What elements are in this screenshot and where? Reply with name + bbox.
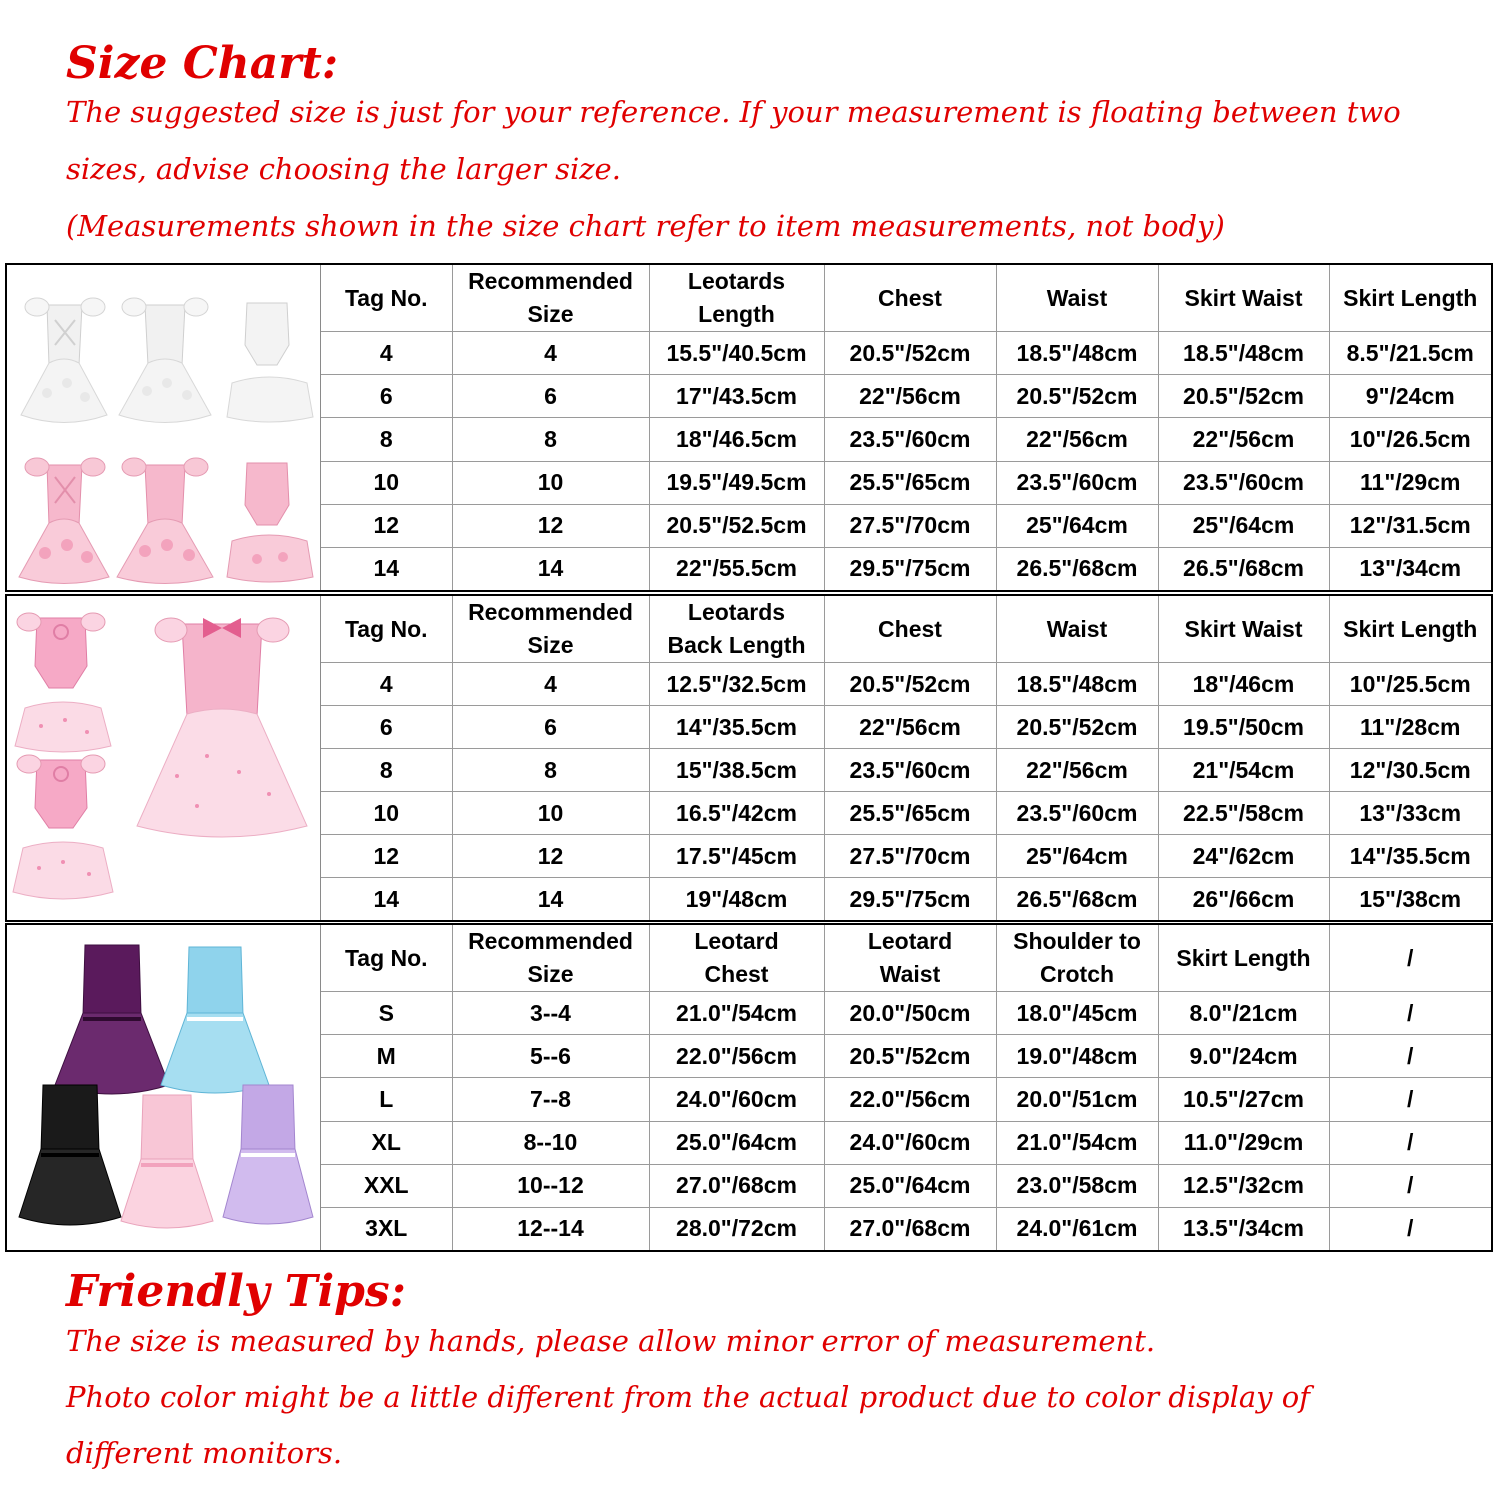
table-row: [321, 1121, 1491, 1164]
table-cell: 12: [321, 835, 452, 878]
table-cell: 18.5"/48cm: [996, 663, 1158, 706]
table-cell: 23.5"/60cm: [824, 749, 996, 792]
table-cell: 20.5"/52cm: [824, 663, 996, 706]
table-cell: 20.5"/52cm: [824, 1035, 996, 1078]
table-cell: M: [321, 1035, 452, 1078]
purple-leotard-dress: [55, 945, 169, 1094]
table-cell: 18"/46cm: [1158, 663, 1329, 706]
table-row: [321, 878, 1491, 920]
table-cell: 20.5"/52cm: [824, 332, 996, 375]
table-cell: 28.0"/72cm: [649, 1207, 824, 1250]
table-cell: 14: [321, 547, 452, 590]
table-cell: 19"/48cm: [649, 878, 824, 920]
table-cell: XXL: [321, 1164, 452, 1207]
table-cell: /: [1329, 1121, 1491, 1164]
table-cell: 12: [321, 504, 452, 547]
pink-leotard-set-top: [15, 613, 111, 752]
white-dress-front: [119, 298, 211, 423]
table-cell: 23.5"/60cm: [996, 461, 1158, 504]
chiffon-skirt-leotard-illustration: [7, 925, 320, 1250]
table-row: [321, 1035, 1491, 1078]
table-cell: 20.5"/52.5cm: [649, 504, 824, 547]
table-cell: 15.5"/40.5cm: [649, 332, 824, 375]
table-row: [321, 461, 1491, 504]
table-cell: 8: [452, 749, 649, 792]
table-cell: 17"/43.5cm: [649, 375, 824, 418]
table-cell: 8.0"/21cm: [1158, 992, 1329, 1035]
table-cell: 11"/28cm: [1329, 706, 1491, 749]
table-cell: 13"/33cm: [1329, 792, 1491, 835]
column-header: Leotard Chest: [649, 925, 824, 992]
table-row: [321, 749, 1491, 792]
column-header: Skirt Waist: [1158, 596, 1329, 663]
column-header: Chest: [824, 265, 996, 332]
size-section-1: [5, 263, 1493, 592]
table-cell: 19.0"/48cm: [996, 1035, 1158, 1078]
table-cell: 14"/35.5cm: [1329, 835, 1491, 878]
light-blue-leotard-dress: [161, 947, 269, 1093]
table-cell: 15"/38cm: [1329, 878, 1491, 920]
column-header: Skirt Length: [1329, 265, 1491, 332]
table-cell: 22"/56cm: [996, 418, 1158, 461]
table-cell: 19.5"/50cm: [1158, 706, 1329, 749]
black-leotard-dress: [19, 1085, 121, 1225]
table-cell: 6: [452, 375, 649, 418]
size-note-line-3: (Measurements shown in the size chart refer to item measurements, not body): [66, 209, 1225, 243]
table-cell: 8: [452, 418, 649, 461]
column-header: Waist: [996, 265, 1158, 332]
table-cell: 12.5"/32.5cm: [649, 663, 824, 706]
table-cell: 23.5"/60cm: [996, 792, 1158, 835]
table-cell: 24"/62cm: [1158, 835, 1329, 878]
table-cell: 16.5"/42cm: [649, 792, 824, 835]
table-cell: 24.0"/61cm: [996, 1207, 1158, 1250]
table-cell: 22"/56cm: [824, 375, 996, 418]
pink-leotard-and-skirt: [227, 463, 313, 582]
table-cell: 22"/56cm: [1158, 418, 1329, 461]
table-row: [321, 992, 1491, 1035]
product-photo-sequin-tutu: [7, 596, 321, 920]
table-cell: 23.0"/58cm: [996, 1164, 1158, 1207]
size-table-3: [321, 925, 1491, 1250]
table-cell: 22.0"/56cm: [824, 1078, 996, 1121]
table-cell: 20.5"/52cm: [1158, 375, 1329, 418]
pink-dress-back: [19, 458, 109, 584]
table-cell: 10: [452, 461, 649, 504]
table-cell: 10.5"/27cm: [1158, 1078, 1329, 1121]
table-cell: 17.5"/45cm: [649, 835, 824, 878]
table-cell: 24.0"/60cm: [824, 1121, 996, 1164]
table-row: [321, 1207, 1491, 1250]
table-row: [321, 1078, 1491, 1121]
table-cell: 18.0"/45cm: [996, 992, 1158, 1035]
table-cell: 10: [321, 461, 452, 504]
table-row: [321, 706, 1491, 749]
table-cell: 25"/64cm: [1158, 504, 1329, 547]
table-cell: 14: [321, 878, 452, 920]
table-cell: 23.5"/60cm: [1158, 461, 1329, 504]
table-cell: 12--14: [452, 1207, 649, 1250]
table-cell: S: [321, 992, 452, 1035]
table-cell: 20.0"/51cm: [996, 1078, 1158, 1121]
table-row: [321, 547, 1491, 590]
table-header-row: [321, 265, 1491, 332]
table-cell: 10: [452, 792, 649, 835]
table-cell: 23.5"/60cm: [824, 418, 996, 461]
table-cell: 29.5"/75cm: [824, 547, 996, 590]
table-cell: L: [321, 1078, 452, 1121]
white-leotard-and-skirt: [227, 303, 313, 422]
table-cell: 6: [321, 706, 452, 749]
table-cell: 11"/29cm: [1329, 461, 1491, 504]
table-cell: 10--12: [452, 1164, 649, 1207]
table-cell: 26.5"/68cm: [996, 878, 1158, 920]
table-cell: 14: [452, 878, 649, 920]
table-cell: 22"/56cm: [824, 706, 996, 749]
table-cell: 3--4: [452, 992, 649, 1035]
table-cell: 22.0"/56cm: [649, 1035, 824, 1078]
product-photo-floral-tutu: [7, 265, 321, 590]
table-cell: 27.0"/68cm: [824, 1207, 996, 1250]
table-cell: 13"/34cm: [1329, 547, 1491, 590]
table-cell: 3XL: [321, 1207, 452, 1250]
table-cell: 26"/66cm: [1158, 878, 1329, 920]
table-cell: 27.5"/70cm: [824, 504, 996, 547]
column-header: Chest: [824, 596, 996, 663]
size-table-2: [321, 596, 1491, 920]
column-header: Recommended Size: [452, 596, 649, 663]
table-cell: 19.5"/49.5cm: [649, 461, 824, 504]
table-cell: 4: [321, 663, 452, 706]
table-cell: 9"/24cm: [1329, 375, 1491, 418]
table-cell: 21"/54cm: [1158, 749, 1329, 792]
pink-leotard-dress: [121, 1095, 213, 1228]
table-cell: 4: [321, 332, 452, 375]
column-header: /: [1329, 925, 1491, 992]
table-cell: 6: [452, 706, 649, 749]
table-cell: 25"/64cm: [996, 835, 1158, 878]
table-row: [321, 332, 1491, 375]
table-cell: 10"/26.5cm: [1329, 418, 1491, 461]
table-cell: 12"/30.5cm: [1329, 749, 1491, 792]
table-header-row: [321, 596, 1491, 663]
table-cell: /: [1329, 1035, 1491, 1078]
column-header: Skirt Waist: [1158, 265, 1329, 332]
table-cell: 9.0"/24cm: [1158, 1035, 1329, 1078]
size-table-1: [321, 265, 1491, 590]
table-cell: 21.0"/54cm: [649, 992, 824, 1035]
table-cell: 27.5"/70cm: [824, 835, 996, 878]
table-cell: 25.0"/64cm: [824, 1164, 996, 1207]
table-cell: 12: [452, 835, 649, 878]
column-header: Shoulder to Crotch: [996, 925, 1158, 992]
column-header: Leotard Waist: [824, 925, 996, 992]
table-cell: 6: [321, 375, 452, 418]
pink-leotard-set-bottom: [13, 755, 113, 899]
table-row: [321, 663, 1491, 706]
table-cell: /: [1329, 1164, 1491, 1207]
floral-tutu-dress-illustration: [7, 265, 320, 590]
column-header: Skirt Length: [1158, 925, 1329, 992]
table-cell: 15"/38.5cm: [649, 749, 824, 792]
table-cell: 29.5"/75cm: [824, 878, 996, 920]
table-cell: 20.5"/52cm: [996, 706, 1158, 749]
table-cell: 14"/35.5cm: [649, 706, 824, 749]
table-cell: 25.5"/65cm: [824, 461, 996, 504]
table-cell: 18.5"/48cm: [1158, 332, 1329, 375]
table-cell: 4: [452, 663, 649, 706]
table-cell: /: [1329, 1078, 1491, 1121]
column-header: Tag No.: [321, 265, 452, 332]
table-cell: /: [1329, 992, 1491, 1035]
column-header: Leotards Back Length: [649, 596, 824, 663]
column-header: Recommended Size: [452, 265, 649, 332]
column-header: Waist: [996, 596, 1158, 663]
table-cell: 18.5"/48cm: [996, 332, 1158, 375]
tips-line-1: The size is measured by hands, please allow minor error of measurement.: [66, 1324, 1156, 1358]
size-note-line-2: sizes, advise choosing the larger size.: [66, 152, 621, 186]
pink-dress-front: [117, 458, 213, 584]
table-row: [321, 792, 1491, 835]
table-cell: 20.5"/52cm: [996, 375, 1158, 418]
tips-line-3: different monitors.: [66, 1436, 343, 1470]
friendly-tips-title: Friendly Tips:: [66, 1266, 406, 1317]
sequin-tutu-dress-illustration: [7, 596, 320, 920]
column-header: Tag No.: [321, 925, 452, 992]
pink-bow-dress: [137, 618, 307, 837]
table-cell: 14: [452, 547, 649, 590]
table-cell: 25.0"/64cm: [649, 1121, 824, 1164]
table-row: [321, 1164, 1491, 1207]
table-cell: 10"/25.5cm: [1329, 663, 1491, 706]
lilac-leotard-dress: [223, 1085, 313, 1224]
column-header: Skirt Length: [1329, 596, 1491, 663]
table-cell: 21.0"/54cm: [996, 1121, 1158, 1164]
table-cell: 8: [321, 418, 452, 461]
table-cell: 10: [321, 792, 452, 835]
table-cell: 22"/56cm: [996, 749, 1158, 792]
table-cell: 8: [321, 749, 452, 792]
product-photo-chiffon-skirt: [7, 925, 321, 1250]
table-cell: XL: [321, 1121, 452, 1164]
table-cell: 22"/55.5cm: [649, 547, 824, 590]
table-cell: 12.5"/32cm: [1158, 1164, 1329, 1207]
table-row: [321, 504, 1491, 547]
table-cell: 12"/31.5cm: [1329, 504, 1491, 547]
column-header: Recommended Size: [452, 925, 649, 992]
table-cell: 25"/64cm: [996, 504, 1158, 547]
table-row: [321, 835, 1491, 878]
table-cell: 27.0"/68cm: [649, 1164, 824, 1207]
table-header-row: [321, 925, 1491, 992]
table-cell: 5--6: [452, 1035, 649, 1078]
table-cell: 4: [452, 332, 649, 375]
table-cell: 22.5"/58cm: [1158, 792, 1329, 835]
table-cell: 8--10: [452, 1121, 649, 1164]
table-row: [321, 418, 1491, 461]
size-section-3: [5, 923, 1493, 1252]
tips-line-2: Photo color might be a little different from the actual product due to color display of: [66, 1380, 1310, 1414]
column-header: Leotards Length: [649, 265, 824, 332]
table-cell: 11.0"/29cm: [1158, 1121, 1329, 1164]
table-cell: 24.0"/60cm: [649, 1078, 824, 1121]
white-dress-back: [21, 298, 107, 423]
column-header: Tag No.: [321, 596, 452, 663]
table-cell: 20.0"/50cm: [824, 992, 996, 1035]
table-cell: 18"/46.5cm: [649, 418, 824, 461]
table-row: [321, 375, 1491, 418]
size-chart-title: Size Chart:: [66, 38, 339, 89]
table-cell: 25.5"/65cm: [824, 792, 996, 835]
table-cell: 13.5"/34cm: [1158, 1207, 1329, 1250]
size-note-line-1: The suggested size is just for your reference. If your measurement is floating between two: [66, 95, 1401, 129]
table-cell: /: [1329, 1207, 1491, 1250]
table-cell: 26.5"/68cm: [1158, 547, 1329, 590]
table-cell: 7--8: [452, 1078, 649, 1121]
table-cell: 26.5"/68cm: [996, 547, 1158, 590]
size-section-2: [5, 594, 1493, 922]
table-cell: 12: [452, 504, 649, 547]
table-cell: 8.5"/21.5cm: [1329, 332, 1491, 375]
